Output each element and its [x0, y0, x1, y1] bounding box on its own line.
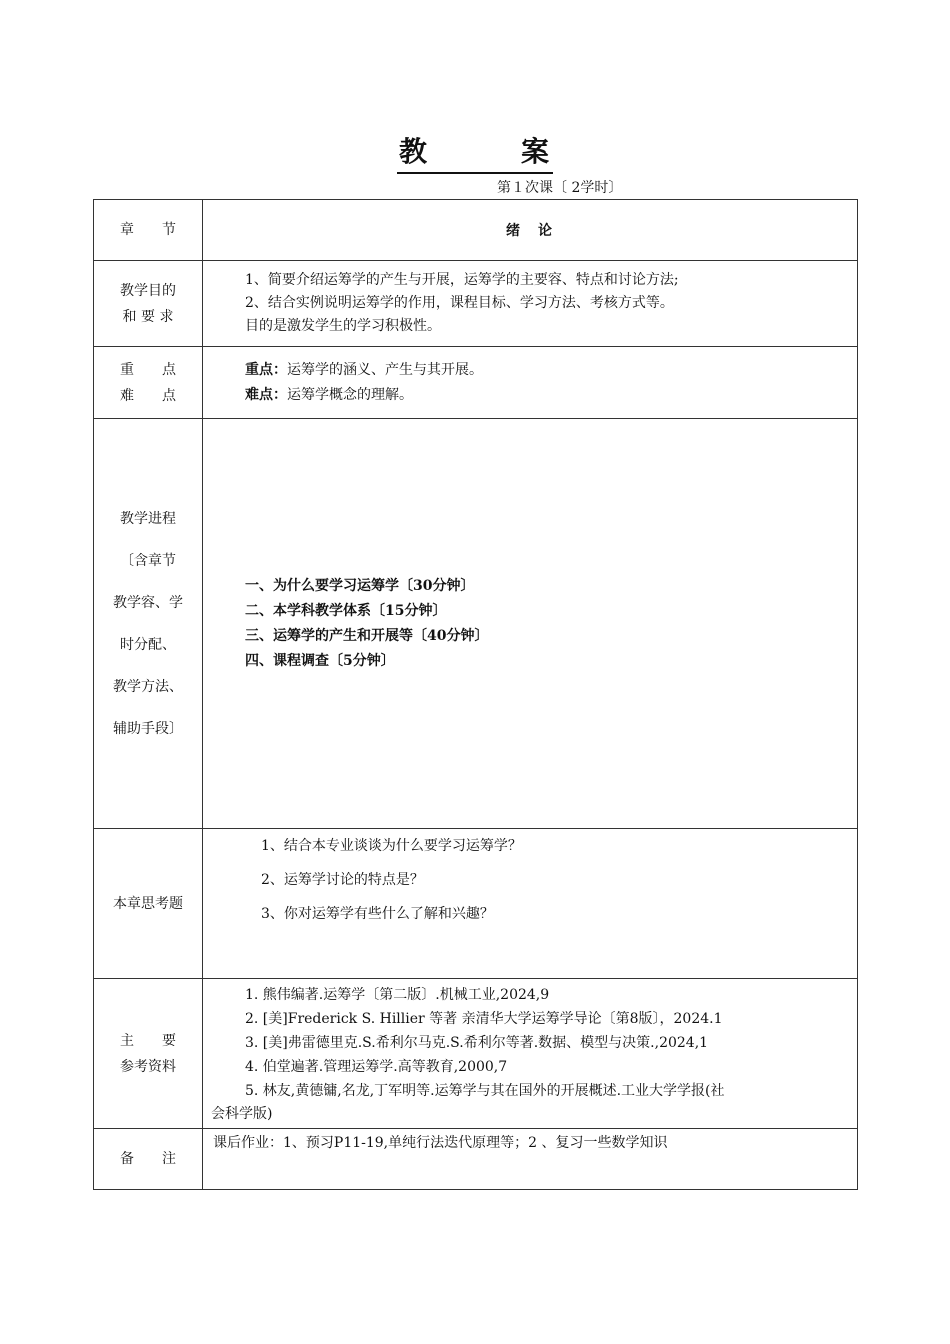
remarks-row [94, 1129, 858, 1190]
objectives-label-line: 教学目的 [120, 282, 176, 299]
process-content [203, 419, 858, 829]
reference-item-continued: 会科学版) [211, 1105, 273, 1122]
objectives-content [203, 261, 858, 347]
questions-label: 本章思考题 [94, 829, 203, 979]
chapter-title: 绪 论 [203, 200, 858, 261]
objective-line: 2、结合实例说明运筹学的作用，课程目标、学习方法、考核方式等。 [245, 295, 674, 311]
key-points-label-line: 难 点 [120, 387, 176, 404]
reference-item: 5. 林友,黄德镛,名龙,丁军明等.运筹学与其在国外的开展概述.工业大学学报(社 [245, 1082, 725, 1099]
reference-item: 4. 伯堂遍著.管理运筹学.高等教育,2000,7 [245, 1058, 508, 1075]
key-points-label-line: 重 点 [120, 361, 176, 378]
chapter-label: 章 节 [94, 200, 203, 261]
remarks-label: 备 注 [94, 1129, 203, 1190]
objectives-label [94, 261, 203, 347]
references-label-line: 参考资料 [120, 1058, 176, 1075]
objective-line: 目的是激发学生的学习积极性。 [245, 318, 441, 334]
key-points-label [94, 347, 203, 419]
process-item: 一、为什么要学习运筹学〔30分钟〕 [245, 577, 475, 594]
document-title [0, 130, 950, 174]
remarks-content [203, 1129, 858, 1190]
difficult-point-line [203, 383, 857, 408]
title-right: 案 [521, 135, 552, 168]
objectives-label-line: 和 要 求 [122, 308, 174, 325]
key-points-row [94, 347, 858, 419]
reference-item: 1. 熊伟编著.运筹学〔第二版〕.机械工业,2024,9 [245, 986, 550, 1003]
question-item: 1、结合本专业谈谈为什么要学习运筹学？ [261, 838, 522, 854]
question-item: 3、你对运筹学有些什么了解和兴趣？ [261, 906, 494, 922]
questions-row [94, 829, 858, 979]
difficult-label: 难点： [245, 386, 287, 403]
process-item: 二、本学科教学体系〔15分钟〕 [245, 602, 447, 619]
remarks-text: 课后作业：1、预习P11-19,单纯行法迭代原理等；2 、复习一些数学知识 [213, 1135, 668, 1151]
objective-line: 1、简要介绍运筹学的产生与开展，运筹学的主要容、特点和讨论方法; [245, 272, 679, 288]
reference-item: 3. [美]弗雷德里克.S.希利尔马克.S.希利尔等著.数据、模型与决策.,2024,1 [245, 1034, 709, 1051]
questions-content [203, 829, 858, 979]
lesson-info: 第１次课〔 2学时〕 [497, 180, 623, 196]
process-item: 三、运筹学的产生和开展等〔40分钟〕 [245, 627, 489, 644]
key-points-content [203, 347, 858, 419]
question-item: 2、运筹学讨论的特点是？ [261, 872, 424, 888]
process-row [94, 419, 858, 829]
process-label-line: 教学方法、 [113, 678, 183, 695]
key-label: 重点： [245, 361, 287, 378]
references-content [203, 979, 858, 1129]
key-text: 运筹学的涵义、产生与其开展。 [287, 361, 483, 378]
references-label [94, 979, 203, 1129]
chapter-row [94, 200, 858, 261]
reference-item: 2. [美]Frederick S. Hillier 等著 亲清华大学运筹学导论〔第8版〕，2024.1 [245, 1010, 723, 1027]
objectives-row [94, 261, 858, 347]
process-item: 四、课程调查〔5分钟〕 [245, 652, 395, 669]
references-row [94, 979, 858, 1129]
lesson-plan-table [93, 199, 858, 1190]
process-label-line: 教学进程 [120, 510, 176, 527]
process-label-line: 〔含章节 [120, 552, 176, 569]
process-label-line: 时分配、 [120, 636, 176, 653]
process-label-line: 辅助手段〕 [113, 720, 183, 737]
difficult-text: 运筹学概念的理解。 [287, 386, 413, 403]
references-label-line: 主 要 [120, 1032, 176, 1049]
title-left: 教 [398, 135, 429, 168]
key-point-line [203, 358, 857, 383]
process-label [94, 419, 203, 829]
process-label-line: 教学容、学 [113, 594, 183, 611]
